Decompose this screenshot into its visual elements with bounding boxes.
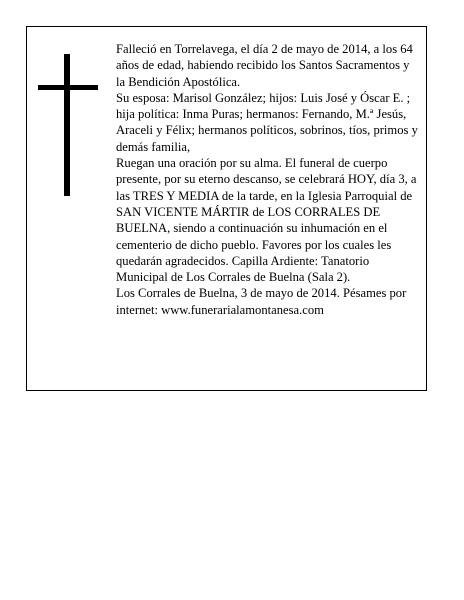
family-paragraph: Su esposa: Marisol González; hijos: Luis José y Óscar E. ; hija política: Inma Puras; hermanos: Fernando, M.ª Jesús, Araceli y Félix; hermanos políticos, sobrinos, tíos, primos y demás familia,: [116, 90, 418, 154]
cross-horizontal-bar: [38, 85, 98, 90]
funeral-details-paragraph: Ruegan una oración por su alma. El funeral de cuerpo presente, por su eterno descanso, se celebrará HOY, día 3, a las TRES Y MEDIA de la tarde, en la Iglesia Parroquial de SAN VICENTE MÁRTIR de LOS CORRALES DE BUELNA, siendo a continuación su inhumación en el cementerio de dicho pueblo. Favores por los cuales les quedarán agradecidos. Capilla Ardiente: Tanatorio Municipal de Los Corrales de Buelna (Sala 2).: [116, 156, 417, 285]
death-announcement-paragraph: Falleció en Torrelavega, el día 2 de mayo de 2014, a los 64 años de edad, habiendo recibido los Santos Sacramentos y la Bendición Apostólica.: [116, 42, 413, 89]
notice-text: [116, 41, 421, 318]
cross-vertical-bar: [64, 54, 70, 196]
obituary-notice: [26, 26, 427, 391]
place-date-condolences-paragraph: Los Corrales de Buelna, 3 de mayo de 2014. Pésames por internet: www.funerarialamontanesa.com: [116, 286, 407, 317]
